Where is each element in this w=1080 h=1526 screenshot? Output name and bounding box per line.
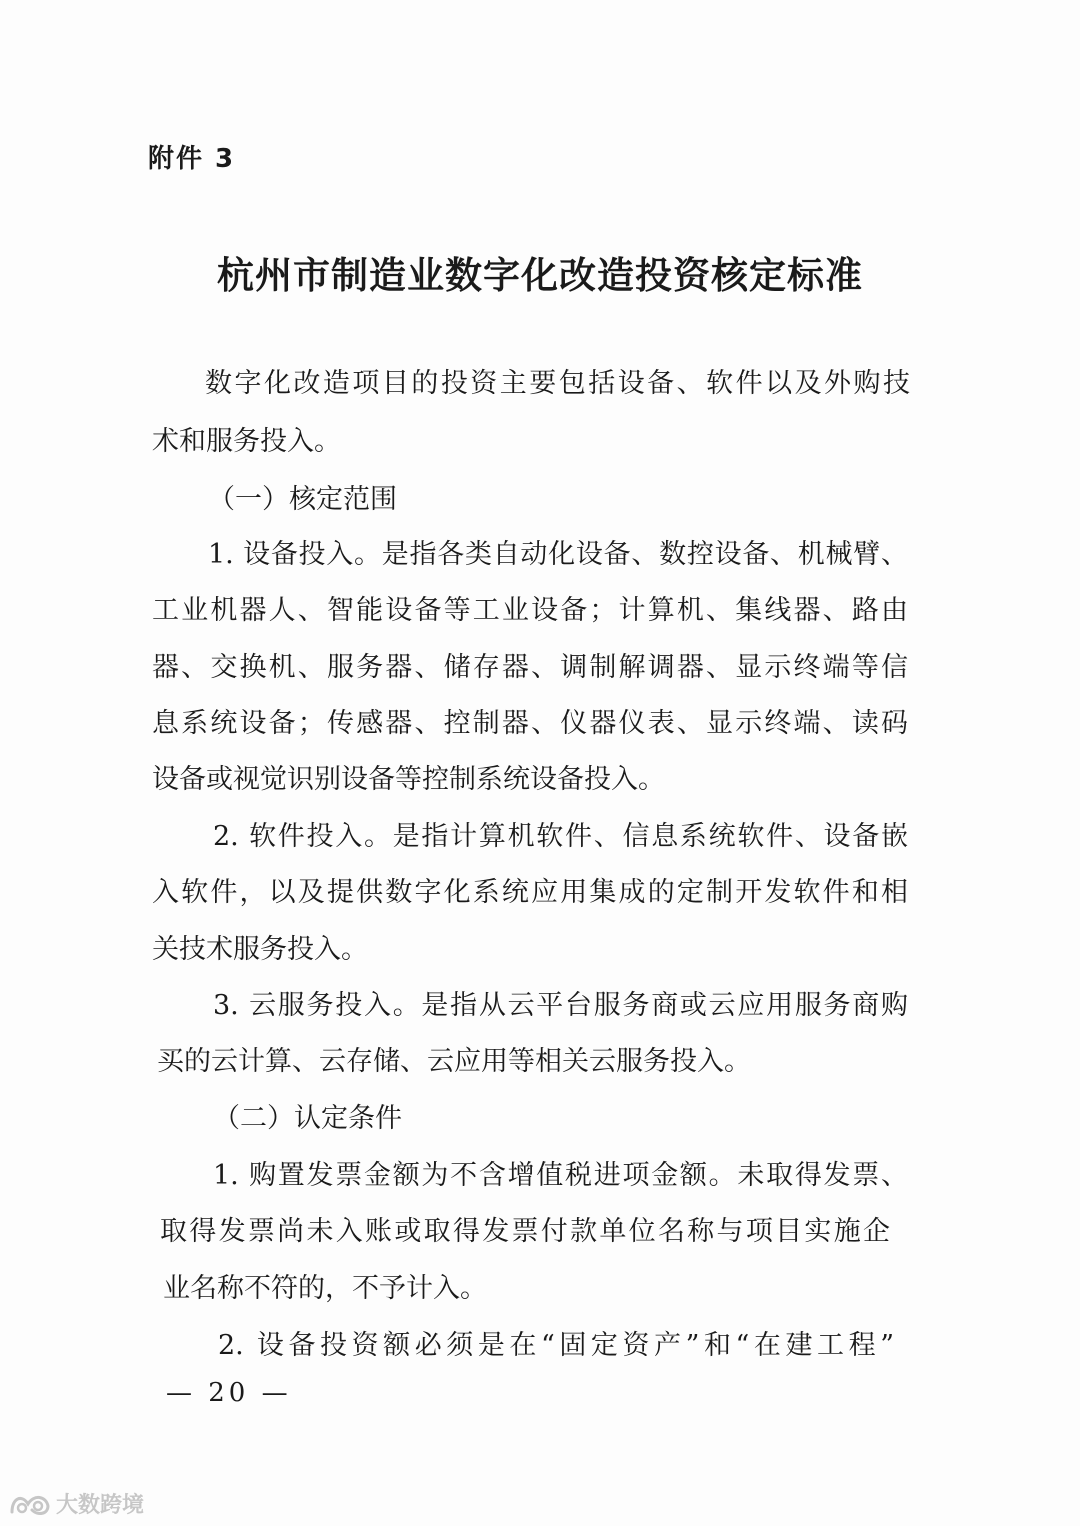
section-heading-criteria: （二）认定条件: [213, 1103, 402, 1134]
body-line: 关技术服务投入。: [152, 934, 368, 965]
attachment-label: 附件 3: [148, 144, 236, 174]
body-line: 术和服务投入。: [152, 426, 341, 457]
watermark: [8, 1488, 144, 1519]
body-line: 入软件，以及提供数字化系统应用集成的定制开发软件和相: [152, 877, 908, 908]
body-line: 取得发票尚未入账或取得发票付款单位名称与项目实施企: [160, 1216, 890, 1247]
document-title: 杭州市制造业数字化改造投资核定标准: [217, 253, 863, 297]
watermark-text: 大数跨境: [56, 1493, 145, 1518]
body-line: 1. 设备投入。是指各类自动化设备、数控设备、机械臂、: [208, 539, 908, 570]
body-line: 1. 购置发票金额为不含增值税进项金额。未取得发票、: [213, 1160, 908, 1191]
body-line: 设备或视觉识别设备等控制系统设备投入。: [152, 764, 665, 795]
body-line: 息系统设备；传感器、控制器、仪器仪表、显示终端、读码: [152, 708, 908, 739]
section-heading-scope: （一）核定范围: [208, 484, 397, 515]
body-line: 数字化改造项目的投资主要包括设备、软件以及外购技: [205, 368, 910, 399]
body-line: 2. 软件投入。是指计算机软件、信息系统软件、设备嵌: [213, 821, 908, 852]
watermark-logo-icon: [8, 1490, 52, 1518]
body-line: 业名称不符的，不予计入。: [163, 1273, 487, 1304]
body-line: 器、交换机、服务器、储存器、调制解调器、显示终端等信: [152, 652, 908, 683]
body-line: 3. 云服务投入。是指从云平台服务商或云应用服务商购: [213, 990, 908, 1021]
body-line: 2. 设备投资额必须是在“固定资产”和“在建工程”: [218, 1330, 894, 1361]
page-number: — 20 —: [166, 1378, 292, 1408]
body-line: 工业机器人、智能设备等工业设备；计算机、集线器、路由: [152, 595, 908, 626]
body-line: 买的云计算、云存储、云应用等相关云服务投入。: [157, 1046, 751, 1077]
